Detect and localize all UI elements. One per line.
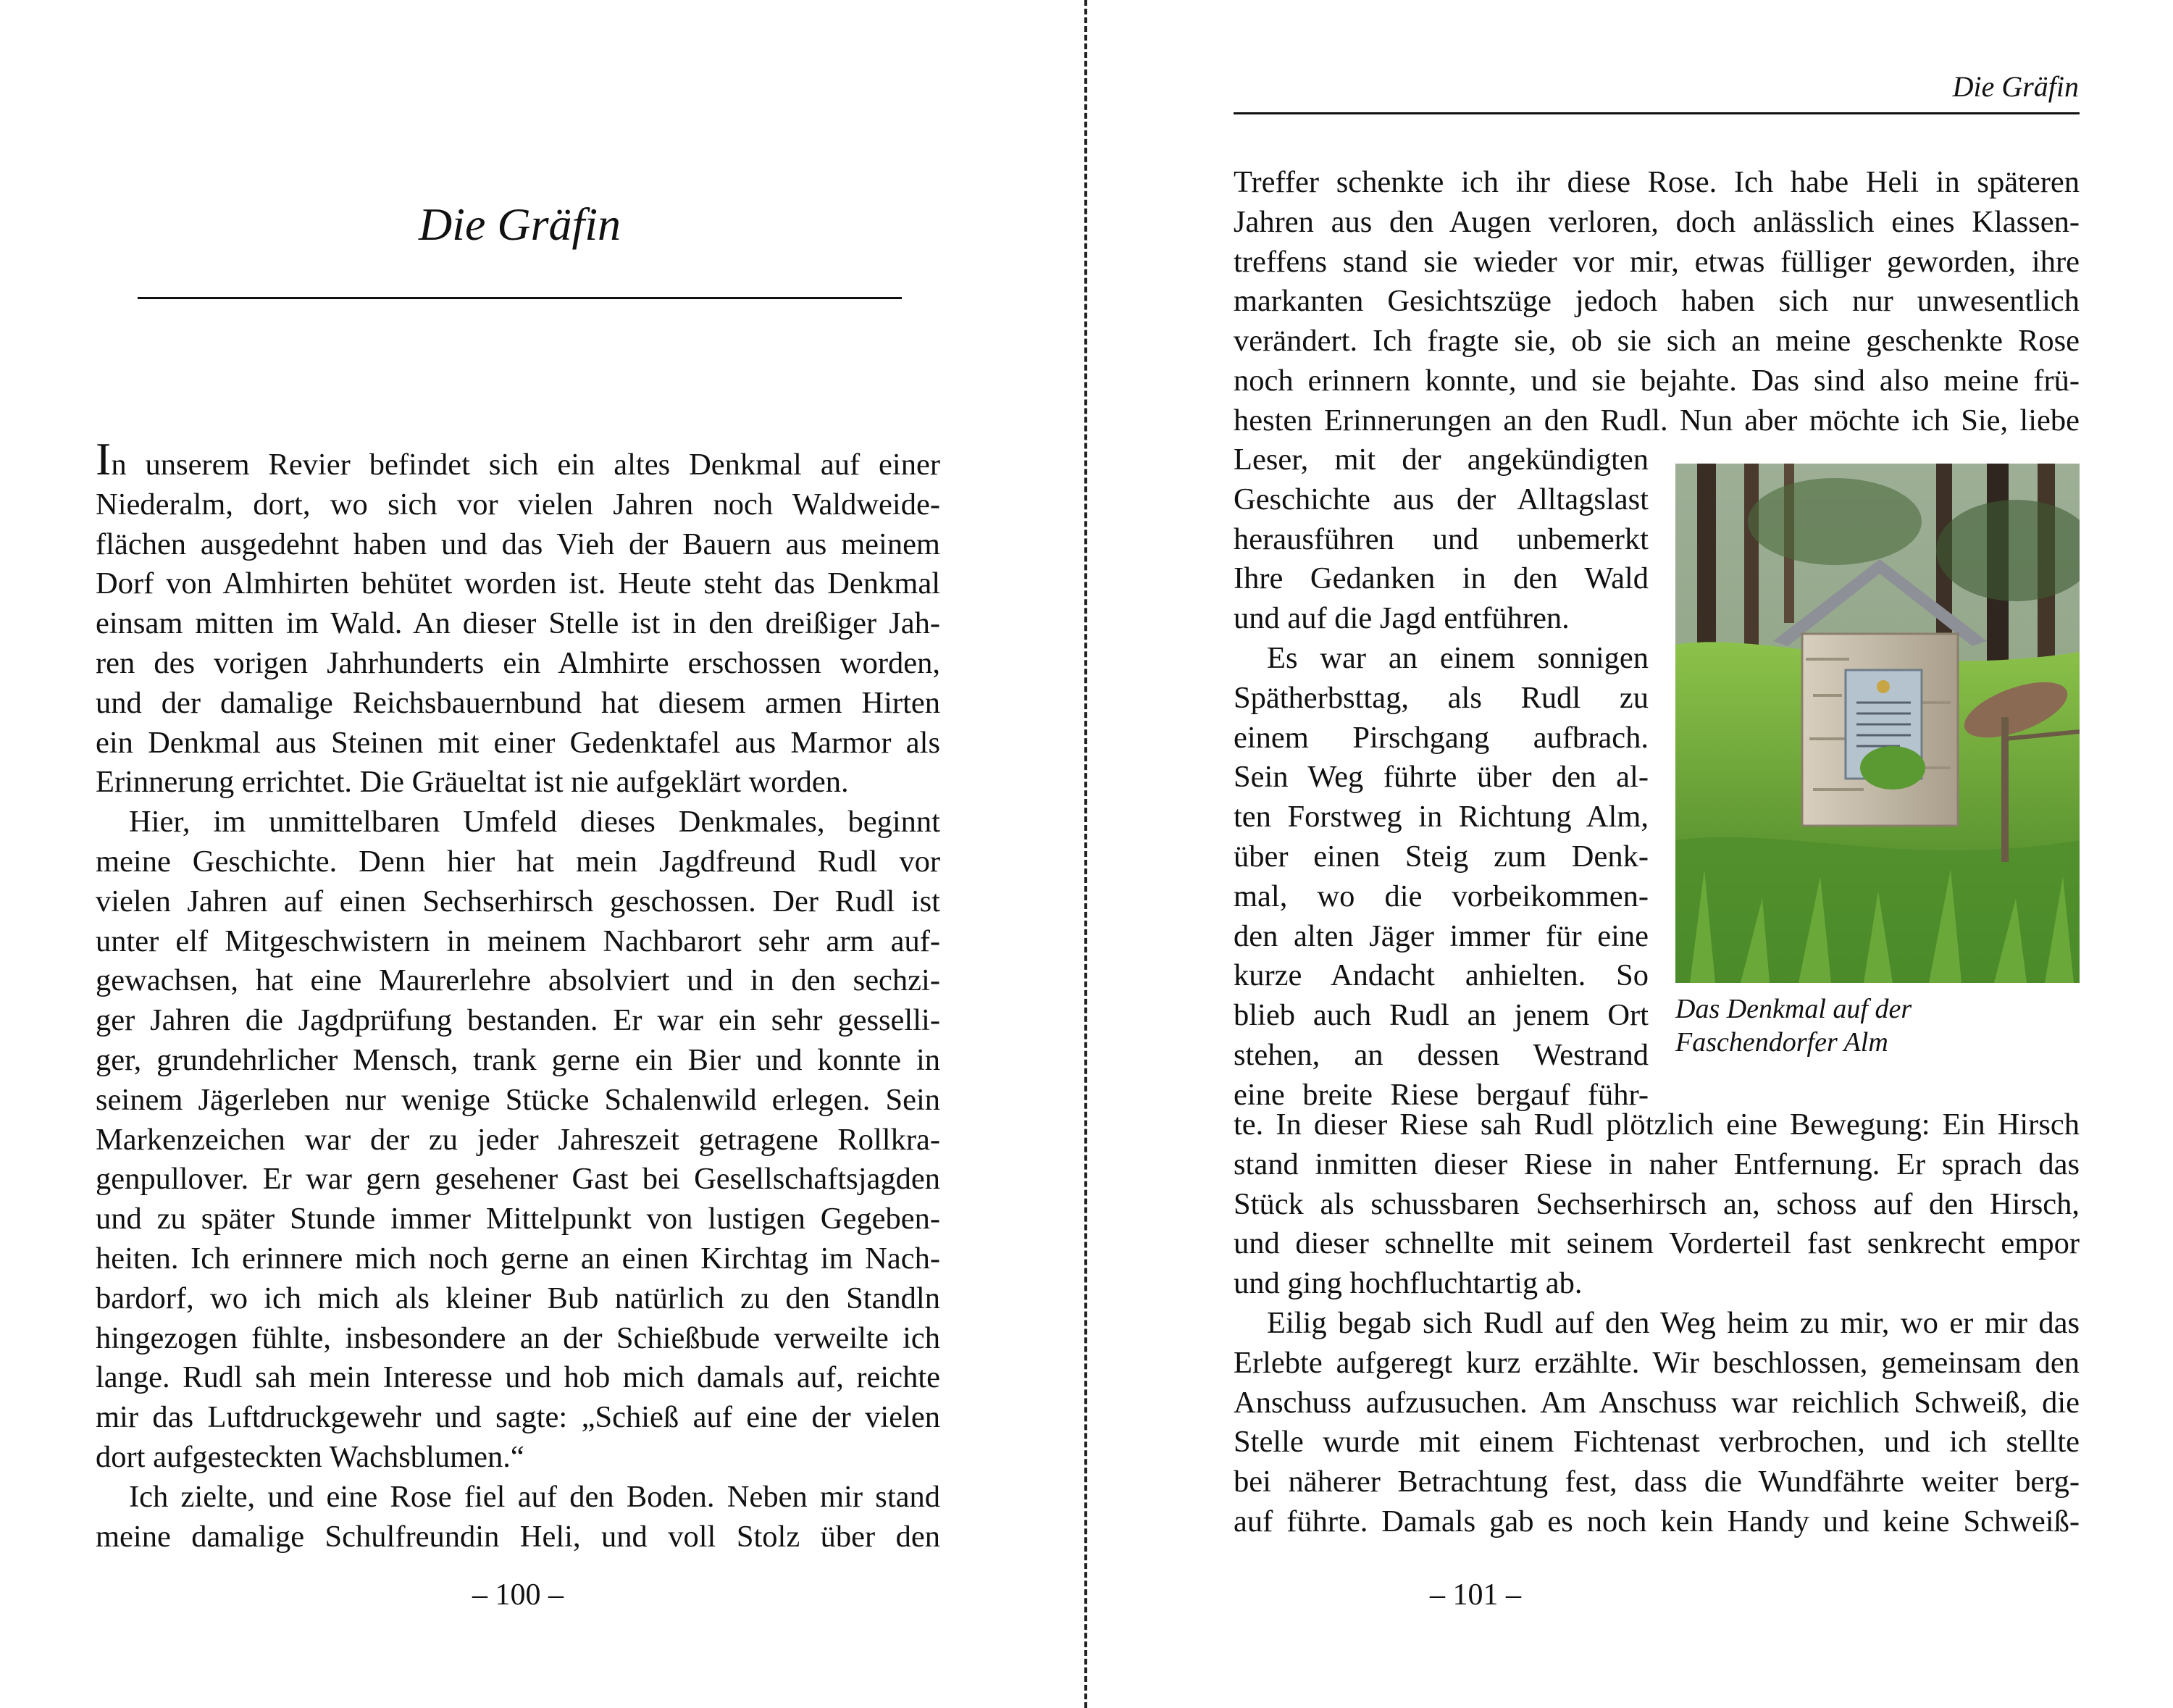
text-line xyxy=(1234,203,2080,243)
left-page xyxy=(0,0,1079,1708)
page-number-right: – 101 – xyxy=(1430,1578,1521,1612)
text-line xyxy=(1234,679,1649,719)
text-line xyxy=(96,564,940,604)
text-line xyxy=(96,525,940,565)
memorial-photo xyxy=(1675,464,2080,983)
text-line xyxy=(1234,1344,2080,1383)
text-line xyxy=(96,1121,940,1160)
text-line xyxy=(96,922,940,962)
line-text: ren des vorigen Jahrhunderts ein Almhirte erschossen worden, xyxy=(96,645,940,680)
line-text: seinem Jägerleben nur wenige Stücke Schalenwild erlegen. Sein xyxy=(96,1082,940,1117)
line-text: flächen ausgedehnt haben und das Vieh der Bauern aus meinem xyxy=(96,527,940,561)
left-page-body xyxy=(96,433,940,1557)
text-line xyxy=(1234,282,2080,322)
text-line xyxy=(96,1319,940,1359)
text-line xyxy=(96,1001,940,1041)
text-line xyxy=(1234,996,1649,1036)
text-line xyxy=(96,763,940,803)
text-line xyxy=(96,1398,940,1438)
text-line xyxy=(1234,837,1649,877)
right-page-body-wrap xyxy=(1234,440,1649,1115)
line-text: hesten Erinnerungen an den Rudl. Nun aber möchte ich Sie, liebe xyxy=(1234,403,2080,438)
line-text: Treffer schenkte ich ihr diese Rose. Ich habe Heli in späteren xyxy=(1234,165,2080,199)
line-text: und ging hochfluchtartig ab. xyxy=(1234,1266,1583,1301)
line-text: auf führte. Damals gab es noch kein Handy und keine Schweiß- xyxy=(1234,1504,2080,1539)
text-line xyxy=(1234,361,2080,401)
text-line xyxy=(1234,798,1649,837)
text-line xyxy=(1234,1224,2080,1264)
page-number-left: – 100 – xyxy=(472,1578,564,1612)
line-text: treffens stand sie wieder vor mir, etwas fülliger geworden, ihre xyxy=(1234,244,2080,279)
line-text: Jahren aus den Augen verloren, doch anlässlich eines Klassen- xyxy=(1234,204,2080,239)
text-line xyxy=(96,803,940,842)
right-page xyxy=(1094,0,2173,1708)
text-line xyxy=(1234,243,2080,282)
text-line xyxy=(96,724,940,763)
line-text: eine breite Riese bergauf führ- xyxy=(1234,1077,1649,1112)
line-text: und der damalige Reichsbauernbund hat diesem armen Hirten xyxy=(96,685,940,720)
line-text: n unserem Revier befindet sich ein altes Denkmal auf einer xyxy=(111,448,940,482)
line-text: meine Geschichte. Denn hier hat mein Jagdfreund Rudl vor xyxy=(96,844,940,879)
text-line xyxy=(96,1279,940,1319)
text-line xyxy=(1234,956,1649,996)
text-line xyxy=(96,684,940,724)
line-text: markanten Gesichtszüge jedoch haben sich nur unwesentlich xyxy=(1234,284,2080,319)
line-text: te. In dieser Riese sah Rudl plötzlich eine Bewegung: Ein Hirsch xyxy=(1234,1108,2080,1142)
line-text: Stelle wurde mit einem Fichtenast verbrochen, und ich stellte xyxy=(1234,1425,2080,1460)
line-text: den alten Jäger immer für eine xyxy=(1234,918,1649,953)
text-line xyxy=(1234,480,1649,520)
text-line xyxy=(1234,639,1649,679)
text-line xyxy=(96,1239,940,1279)
line-text: blieb auch Rudl an jenem Ort xyxy=(1234,998,1649,1033)
text-line xyxy=(1234,1423,2080,1462)
text-line xyxy=(1234,719,1649,758)
line-text: einsam mitten im Wald. An dieser Stelle ist in den dreißiger Jah- xyxy=(96,606,940,641)
line-text: verändert. Ich fragte sie, ob sie sich an meine geschenkte Rose xyxy=(1234,324,2080,359)
line-text: noch erinnern konnte, und sie bejahte. Das sind also meine frü- xyxy=(1234,363,2080,398)
line-text: bardorf, wo ich mich als kleiner Bub natürlich zu den Standln xyxy=(96,1281,940,1315)
text-line xyxy=(96,485,940,525)
line-text: bei näherer Betrachtung fest, dass die Wundfährte weiter berg- xyxy=(1234,1465,2080,1499)
line-text: einem Pirschgang aufbrach. xyxy=(1234,720,1649,755)
text-line xyxy=(96,1438,940,1478)
header-rule xyxy=(1234,112,2080,114)
text-line xyxy=(1234,520,1649,560)
line-text: lange. Rudl sah mein Interesse und hob mich damals auf, reichte xyxy=(96,1360,940,1395)
line-text: Anschuss aufzusuchen. Am Anschuss war reichlich Schweiß, die xyxy=(1234,1385,2080,1420)
line-text: Geschichte aus der Alltagslast xyxy=(1234,482,1649,516)
line-text: stehen, an dessen Westrand xyxy=(1234,1037,1649,1072)
line-text: Erlebte aufgeregt kurz erzählte. Wir beschlossen, gemeinsam den xyxy=(1234,1345,2080,1380)
drop-cap: I xyxy=(96,433,112,485)
line-text: Es war an einem sonnigen xyxy=(1267,640,1649,675)
line-text: genpullover. Er war gern gesehener Gast bei Gesellschaftsjagden xyxy=(96,1162,940,1197)
caption-line: Das Denkmal auf der xyxy=(1675,994,1912,1024)
text-line xyxy=(1234,163,2080,203)
line-text: und zu später Stunde immer Mittelpunkt von lustigen Gegeben- xyxy=(96,1202,940,1236)
photo-caption xyxy=(1675,992,2081,1059)
text-line xyxy=(96,1160,940,1200)
line-text: mir das Luftdruckgewehr und sagte: „Schieß auf eine der vielen xyxy=(96,1400,940,1435)
line-text: ger Jahren die Jagdprüfung bestanden. Er war ein sehr gesselli- xyxy=(96,1003,940,1038)
line-text: vielen Jahren auf einen Sechserhirsch geschossen. Der Rudl ist xyxy=(96,884,940,918)
running-head: Die Gräfin xyxy=(1952,70,2079,103)
text-line xyxy=(1234,322,2080,361)
text-line xyxy=(96,1478,940,1517)
line-text: Leser, mit der angekündigten xyxy=(1234,443,1649,477)
line-text: stand inmitten dieser Riese in naher Entfernung. Er sprach das xyxy=(1234,1147,2080,1181)
text-line xyxy=(1234,1462,2080,1502)
chapter-title: Die Gräfin xyxy=(418,198,621,250)
text-line xyxy=(1234,1264,2080,1304)
line-text: Erinnerung errichtet. Die Gräueltat ist nie aufgeklärt worden. xyxy=(96,765,849,800)
line-text: über einen Steig zum Denk- xyxy=(1234,839,1649,874)
text-line xyxy=(96,882,940,922)
right-page-body-bottom xyxy=(1234,1105,2080,1542)
text-line xyxy=(1234,559,1649,599)
text-line xyxy=(96,842,940,882)
text-line xyxy=(1234,1502,2080,1542)
text-line xyxy=(1234,1105,2080,1145)
line-text: ten Forstweg in Richtung Alm, xyxy=(1234,800,1649,834)
text-line xyxy=(96,1200,940,1239)
text-line xyxy=(96,1081,940,1121)
line-text: Eilig begab sich Rudl auf den Weg heim zu mir, wo er mir das xyxy=(1267,1305,2080,1340)
line-text: Sein Weg führte über den al- xyxy=(1234,760,1649,795)
caption-line: Faschendorfer Alm xyxy=(1675,1027,1888,1058)
text-line xyxy=(1234,440,1649,480)
text-line xyxy=(1234,1145,2080,1185)
line-text: Hier, im unmittelbaren Umfeld dieses Denkmales, beginnt xyxy=(129,805,940,840)
line-text: Ich zielte, und eine Rose fiel auf den Boden. Neben mir stand xyxy=(129,1479,940,1514)
line-text: gewachsen, hat eine Maurerlehre absolviert und in den sechzi- xyxy=(96,963,940,998)
line-text: dort aufgesteckten Wachsblumen.“ xyxy=(96,1439,524,1474)
line-text: Dorf von Almhirten behütet worden ist. Heute steht das Denkmal xyxy=(96,566,940,601)
line-text: und dieser schnellte mit seinem Vorderteil fast senkrecht empor xyxy=(1234,1226,2080,1261)
line-text: ein Denkmal aus Steinen mit einer Gedenktafel aus Marmor als xyxy=(96,725,940,760)
text-line xyxy=(96,644,940,684)
text-line xyxy=(1234,877,1649,917)
line-text: kurze Andacht anhielten. So xyxy=(1234,958,1649,993)
line-text: Niederalm, dort, wo sich vor vielen Jahren noch Waldweide- xyxy=(96,487,940,522)
title-rule xyxy=(138,297,902,299)
line-text: und auf die Jagd entführen. xyxy=(1234,601,1570,636)
line-text: hingezogen fühlte, insbesondere an der Schießbude verweilte ich xyxy=(96,1320,940,1355)
line-text: Stück als schussbaren Sechserhirsch an, schoss auf den Hirsch, xyxy=(1234,1186,2080,1221)
text-line xyxy=(96,604,940,644)
text-line xyxy=(1234,1383,2080,1423)
text-line xyxy=(1234,1185,2080,1225)
page-divider xyxy=(1084,0,1087,1708)
text-line xyxy=(1234,1036,1649,1076)
text-line xyxy=(96,961,940,1001)
line-text: heiten. Ich erinnere mich noch gerne an einen Kirchtag im Nach- xyxy=(96,1241,940,1276)
line-text: Spätherbsttag, als Rudl zu xyxy=(1234,680,1649,715)
line-text: ger, grundehrlicher Mensch, trank gerne ein Bier und konnte in xyxy=(96,1042,940,1077)
text-line xyxy=(1234,599,1649,639)
text-line xyxy=(96,1041,940,1081)
line-text: Markenzeichen war der zu jeder Jahreszeit getragene Rollkra- xyxy=(96,1122,940,1157)
text-line xyxy=(96,1517,940,1557)
text-line xyxy=(1234,917,1649,957)
text-line xyxy=(1234,758,1649,798)
line-text: meine damalige Schulfreundin Heli, und voll Stolz über den xyxy=(96,1519,940,1554)
right-page-body-top xyxy=(1234,163,2080,441)
text-line xyxy=(96,1358,940,1398)
line-text: unter elf Mitgeschwistern in meinem Nachbarort sehr arm auf- xyxy=(96,924,940,958)
line-text: Ihre Gedanken in den Wald xyxy=(1234,561,1649,596)
text-line xyxy=(1234,401,2080,441)
text-line xyxy=(1234,1304,2080,1344)
line-text: mal, wo die vorbeikommen- xyxy=(1234,879,1649,913)
line-text: herausführen und unbemerkt xyxy=(1234,522,1649,556)
text-line xyxy=(96,433,940,485)
